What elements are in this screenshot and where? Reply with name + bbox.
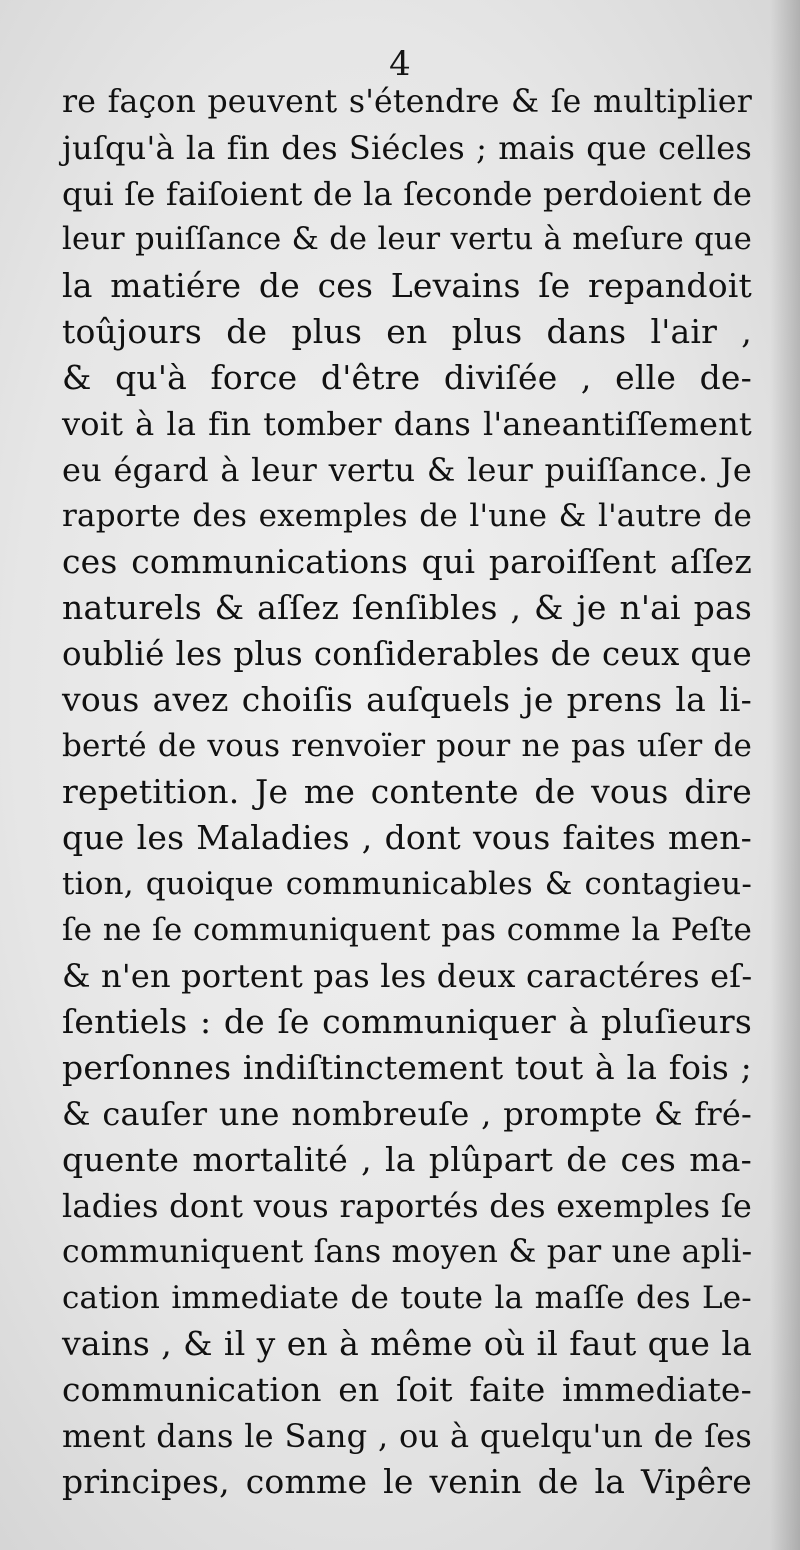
text-line: repetition. Je me contente de vous dire bbox=[62, 772, 752, 811]
text-line: ſe ne ſe communiquent pas comme la Peſte bbox=[62, 912, 752, 948]
text-line: que les Maladies , dont vous faites men- bbox=[62, 818, 752, 857]
text-line: perſonnes indiſtinctement tout à la fois ; bbox=[62, 1048, 752, 1087]
text-line: ladies dont vous raportés des exemples ſe bbox=[62, 1187, 752, 1225]
text-line: vains , & il y en à même où il faut que la bbox=[62, 1324, 752, 1363]
text-line: la matiére de ces Levains ſe repandoit bbox=[62, 266, 752, 305]
text-line: ment dans le Sang , ou à quelqu'un de ſes bbox=[62, 1417, 752, 1455]
text-line: oublié les plus conſiderables de ceux que bbox=[62, 635, 752, 673]
text-line: leur puiſſance & de leur vertu à meſure que bbox=[62, 222, 752, 257]
text-line: & cauſer une nombreuſe , prompte & fré- bbox=[62, 1095, 752, 1133]
body-text bbox=[62, 79, 752, 1505]
text-line: juſqu'à la fin des Siécles ; mais que celles bbox=[62, 129, 752, 167]
text-line: communiquent ſans moyen & par une apli- bbox=[62, 1234, 753, 1270]
text-line: communication en ſoit faite immediate- bbox=[62, 1370, 752, 1409]
text-line: quente mortalité , la plûpart de ces ma- bbox=[62, 1140, 752, 1179]
text-line: voit à la fin tomber dans l'aneantiſſement bbox=[62, 405, 752, 443]
text-line: qui ſe faiſoient de la ſeconde perdoient de bbox=[62, 175, 753, 213]
text-line: tion, quoique communicables & contagieu- bbox=[62, 866, 752, 902]
text-line: berté de vous renvoïer pour ne pas uſer de bbox=[62, 728, 752, 764]
text-line: vous avez choiſis auſquels je prens la li- bbox=[62, 680, 752, 719]
text-line: eu égard à leur vertu & leur puiſſance. Je bbox=[62, 451, 752, 489]
text-line: toûjours de plus en plus dans l'air , bbox=[62, 312, 752, 351]
text-line: ſentiels : de ſe communiquer à pluſieurs bbox=[62, 1002, 752, 1041]
text-line: naturels & aſſez ſenſibles , & je n'ai pas bbox=[62, 588, 752, 627]
text-line: re façon peuvent s'étendre & ſe multiplier bbox=[62, 84, 752, 120]
text-line: principes, comme le venin de la Vipêre bbox=[62, 1462, 752, 1501]
text-line: & n'en portent pas les deux caractéres eſ- bbox=[62, 957, 753, 995]
page-number: 4 bbox=[389, 44, 411, 84]
text-line: cation immediate de toute la maſſe des Le- bbox=[62, 1280, 752, 1316]
text-line: raporte des exemples de l'une & l'autre de bbox=[62, 498, 752, 534]
text-line: ces communications qui paroiſſent aſſez bbox=[62, 542, 752, 581]
text-line: & qu'à force d'être diviſée , elle de- bbox=[62, 358, 752, 397]
